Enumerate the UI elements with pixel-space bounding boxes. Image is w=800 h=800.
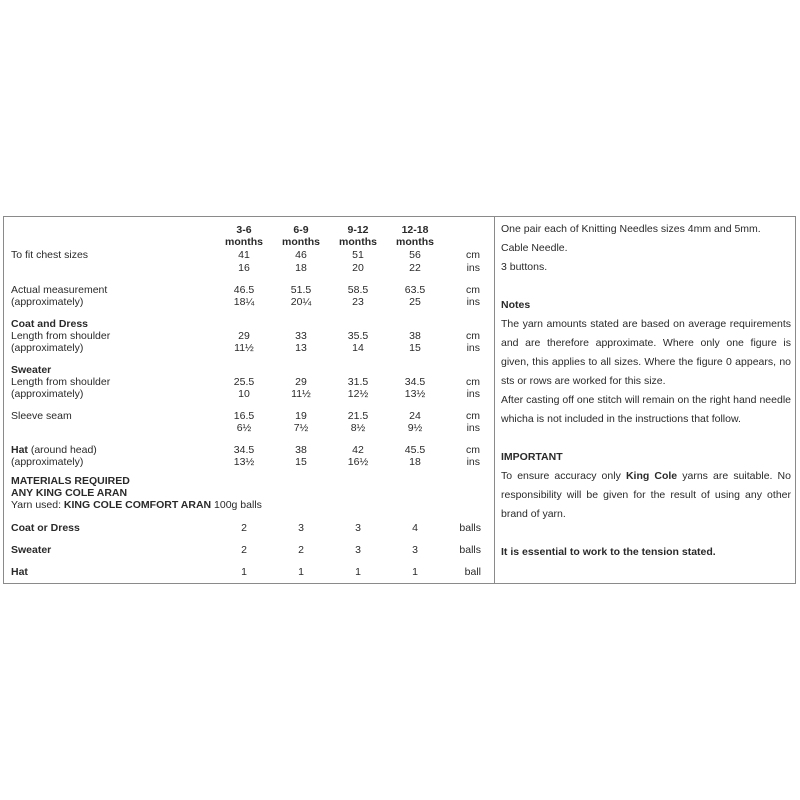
value-cell: 46: [295, 249, 307, 261]
value-cell: 19: [295, 410, 307, 422]
materials-value: 3: [355, 544, 361, 556]
value-cell: 11½: [291, 388, 311, 400]
pattern-info-panel: [3, 216, 796, 584]
important-heading: IMPORTANT: [501, 451, 563, 463]
materials-value: 1: [298, 566, 304, 578]
notes-paragraph: The yarn amounts stated are based on average requirements and are therefore approximate. Where only one figure is given, this applies to all sizes. Where the figure 0 appears, no sts or rows are worked for this size.: [501, 318, 791, 387]
value-cell: 18: [295, 262, 307, 274]
brand-name: King Cole: [625, 470, 678, 482]
value-cell: 31.5: [347, 376, 369, 388]
materials-value: 3: [298, 522, 304, 534]
unit-ins: ins: [466, 342, 480, 354]
size-range-header: 6-9: [293, 224, 309, 236]
value-cell: 34.5: [404, 376, 426, 388]
value-cell: 16½: [347, 456, 369, 468]
row-label-hat: Hat (around head): [11, 444, 97, 456]
value-cell: 14: [352, 342, 364, 354]
value-cell: 25.5: [233, 376, 255, 388]
size-unit-header: months: [282, 236, 320, 248]
size-unit-header: months: [339, 236, 377, 248]
value-cell: 41: [238, 249, 250, 261]
materials-row-label: Hat: [11, 566, 28, 578]
unit-cm: cm: [466, 410, 480, 422]
materials-value: 2: [298, 544, 304, 556]
value-cell: 25: [409, 296, 421, 308]
row-label-sleeve: Sleeve seam: [11, 410, 72, 422]
materials-value: 3: [412, 544, 418, 556]
value-cell: 63.5: [404, 284, 426, 296]
value-cell: 34.5: [233, 444, 255, 456]
unit-cm: cm: [466, 444, 480, 456]
value-cell: 38: [409, 330, 421, 342]
value-cell: 22: [409, 262, 421, 274]
value-cell: 20: [352, 262, 364, 274]
row-sublabel: (approximately): [11, 456, 84, 468]
size-range-header: 3-6: [236, 224, 252, 236]
value-cell: 46.5: [233, 284, 255, 296]
value-cell: 20¼: [290, 296, 312, 308]
value-cell: 35.5: [347, 330, 369, 342]
size-range-header: 9-12: [347, 224, 369, 236]
value-cell: 29: [295, 376, 307, 388]
materials-unit: balls: [459, 544, 481, 556]
row-sublabel: (approximately): [11, 342, 84, 354]
value-cell: 12½: [347, 388, 369, 400]
value-cell: 33: [295, 330, 307, 342]
value-cell: 11½: [234, 342, 254, 354]
materials-value: 2: [241, 522, 247, 534]
value-cell: 9½: [407, 422, 423, 434]
value-cell: 45.5: [404, 444, 426, 456]
notes-casting-off: After casting off one stitch will remain on the right hand needle whicha is not included in the instructions that follow.: [501, 394, 791, 425]
value-cell: 16.5: [233, 410, 255, 422]
unit-cm: cm: [466, 330, 480, 342]
unit-ins: ins: [466, 296, 480, 308]
value-cell: 18: [409, 456, 421, 468]
value-cell: 7½: [293, 422, 309, 434]
value-cell: 51.5: [290, 284, 312, 296]
unit-ins: ins: [466, 262, 480, 274]
row-sublabel: (approximately): [11, 296, 84, 308]
materials-value: 4: [412, 522, 418, 534]
value-cell: 51: [352, 249, 364, 261]
important-text: To ensure accuracy only King Cole yarns are suitable. No responsibility will be given for the result of using any other brand of yarn.: [501, 470, 791, 520]
materials-unit: balls: [459, 522, 481, 534]
unit-ins: ins: [466, 456, 480, 468]
value-cell: 10: [238, 388, 250, 400]
row-sublabel: (approximately): [11, 388, 84, 400]
materials-row-label: Coat or Dress: [11, 522, 80, 534]
cable-needle-text: Cable Needle.: [501, 242, 568, 254]
section-heading-coat: Coat and Dress: [11, 318, 89, 330]
materials-value: 2: [241, 544, 247, 556]
requirements-notes: [501, 217, 791, 562]
value-cell: 16: [238, 262, 250, 274]
value-cell: 15: [409, 342, 421, 354]
value-cell: 6½: [236, 422, 252, 434]
tension-note: It is essential to work to the tension stated.: [501, 546, 716, 558]
row-label-coat-length: Length from shoulder: [11, 330, 111, 342]
materials-value: 3: [355, 522, 361, 534]
value-cell: 13½: [233, 456, 255, 468]
unit-cm: cm: [466, 249, 480, 261]
unit-ins: ins: [466, 422, 480, 434]
materials-value: 1: [241, 566, 247, 578]
size-unit-header: months: [396, 236, 434, 248]
size-range-header: 12-18: [401, 224, 429, 236]
value-cell: 21.5: [347, 410, 369, 422]
materials-unit: ball: [464, 566, 481, 578]
row-label-sweater-length: Length from shoulder: [11, 376, 111, 388]
materials-yarn-name: ANY KING COLE ARAN: [11, 487, 128, 499]
value-cell: 29: [238, 330, 250, 342]
materials-value: 1: [355, 566, 361, 578]
unit-cm: cm: [466, 376, 480, 388]
column-divider: [494, 217, 495, 583]
yarn-used-line: Yarn used: KING COLE COMFORT ARAN 100g balls: [11, 499, 262, 511]
buttons-text: 3 buttons.: [501, 261, 548, 273]
row-label-actual: Actual measurement: [11, 284, 108, 296]
value-cell: 13: [295, 342, 307, 354]
materials-row-label: Sweater: [11, 544, 52, 556]
value-cell: 38: [295, 444, 307, 456]
materials-value: 1: [412, 566, 418, 578]
materials-heading: MATERIALS REQUIRED: [11, 475, 130, 487]
value-cell: 8½: [350, 422, 366, 434]
value-cell: 24: [409, 410, 421, 422]
value-cell: 18¼: [233, 296, 255, 308]
size-unit-header: months: [225, 236, 263, 248]
needles-text: One pair each of Knitting Needles sizes 4mm and 5mm.: [501, 223, 761, 235]
notes-heading: Notes: [501, 299, 531, 311]
unit-ins: ins: [466, 388, 480, 400]
value-cell: 42: [352, 444, 364, 456]
section-heading-sweater: Sweater: [11, 364, 52, 376]
row-label-chest: To fit chest sizes: [11, 249, 89, 261]
value-cell: 23: [352, 296, 364, 308]
value-cell: 15: [295, 456, 307, 468]
value-cell: 13½: [404, 388, 426, 400]
unit-cm: cm: [466, 284, 480, 296]
value-cell: 56: [409, 249, 421, 261]
value-cell: 58.5: [347, 284, 369, 296]
